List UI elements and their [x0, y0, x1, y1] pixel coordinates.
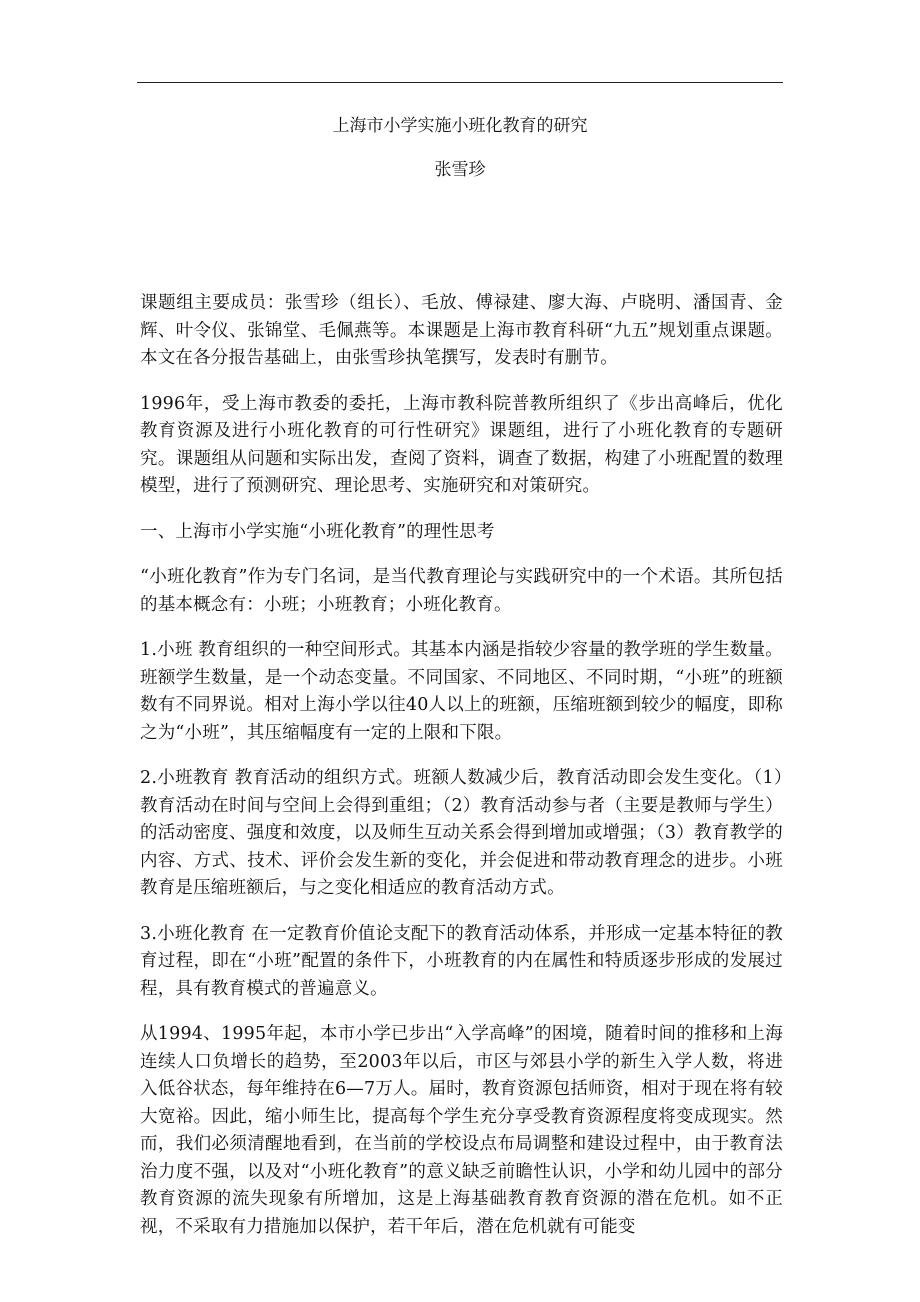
- definition-small-class: 1.小班 教育组织的一种空间形式。其基本内涵是指较少容量的教学班的学生数量。班额学生数量，是一个动态变量。不同国家、不同地区、不同时期，“小班”的班额数有不同界说。相对上海小学以往40人以上的班额，压缩班额到较少的幅度，即称之为“小班”，其压缩幅度有一定的上限和下限。: [140, 640, 783, 743]
- concept-paragraph: “小班化教育”作为专门名词，是当代教育理论与实践研究中的一个术语。其所包括的基本概念有：小班；小班教育；小班化教育。: [140, 567, 783, 615]
- document-title: 上海市小学实施小班化教育的研究: [332, 116, 588, 136]
- definition-small-class-oriented-education: 3.小班化教育 在一定教育价值论支配下的教育活动体系，并形成一定基本特征的教育过程，即在“小班”配置的条件下，小班教育的内在属性和特质逐步形成的发展过程，具有教育模式的普遍意义。: [140, 923, 783, 999]
- top-rule-divider: [137, 82, 783, 83]
- members-paragraph: 课题组主要成员：张雪珍（组长）、毛放、傅禄建、廖大海、卢晓明、潘国青、金辉、叶令仪、张锦堂、毛佩燕等。本课题是上海市教育科研“九五”规划重点课题。本文在各分报告基础上，由张雪珍执笔撰写，发表时有删节。: [140, 293, 783, 368]
- document-author: 张雪珍: [434, 160, 486, 180]
- document-body: [140, 290, 783, 1259]
- definition-small-class-education: 2.小班教育 教育活动的组织方式。班额人数减少后，教育活动即会发生变化。（1）教育活动在时间与空间上会得到重组；（2）教育活动参与者（主要是教师与学生）的活动密度、强度和效度，以及师生互动关系会得到增加或增强；（3）教育教学的内容、方式、技术、评价会发生新的变化，并会促进和带动教育理念的进步。小班教育是压缩班额后，与之变化相适应的教育活动方式。: [140, 768, 783, 898]
- section-heading: 一、上海市小学实施“小班化教育”的理性思考: [140, 521, 495, 542]
- intro-paragraph: 1996年，受上海市教委的委托，上海市教科院普教所组织了《步出高峰后，优化教育资源及进行小班化教育的可行性研究》课题组，进行了小班化教育的专题研究。课题组从问题和实际出发，查阅了资料，调查了数据，构建了小班配置的数理模型，进行了预测研究、理论思考、实施研究和对策研究。: [140, 393, 783, 496]
- background-paragraph: 从1994、1995年起，本市小学已步出“入学高峰”的困境，随着时间的推移和上海连续人口负增长的趋势，至2003年以后，市区与郊县小学的新生入学人数，将进入低谷状态，每年维持在6—7万人。届时，教育资源包括师资，相对于现在将有较大宽裕。因此，缩小师生比，提高每个学生充分享受教育资源程度将变成现实。然而，我们必须清醒地看到，在当前的学校设点布局调整和建设过程中，由于教育法治力度不强，以及对“小班化教育”的意义缺乏前瞻性认识，小学和幼儿园中的部分教育资源的流失现象有所增加，这是上海基础教育教育资源的潜在危机。如不正视，不采取有力措施加以保护，若干年后，潜在危机就有可能变: [140, 1024, 783, 1237]
